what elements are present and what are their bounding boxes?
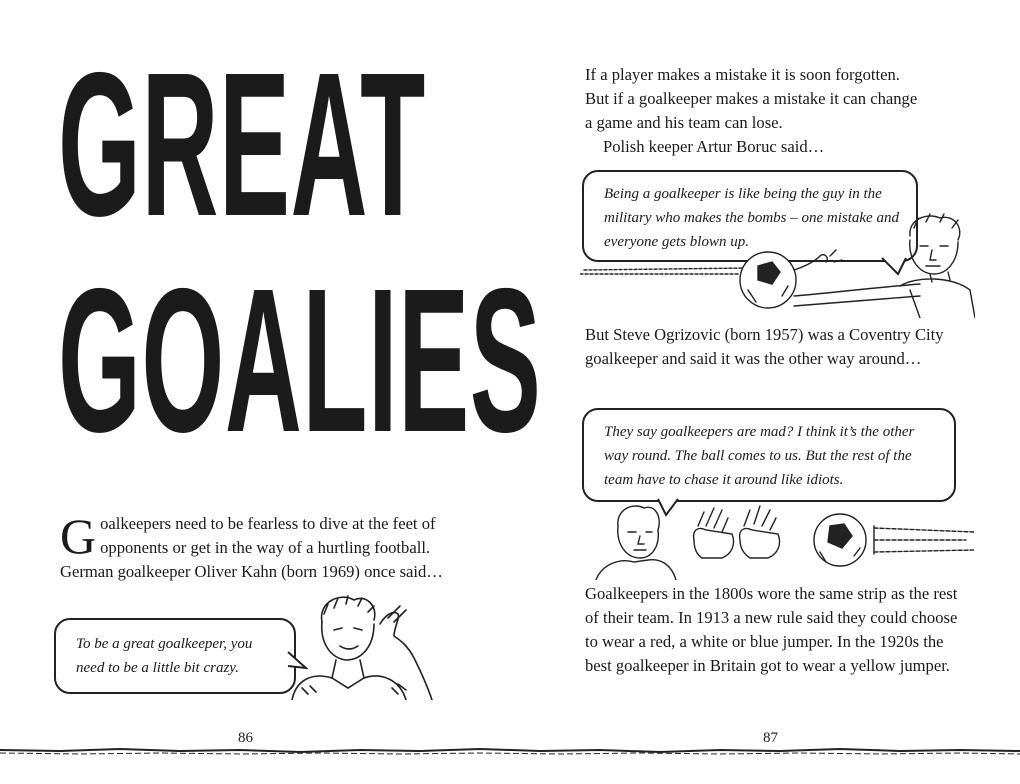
bottom-border-line [0, 744, 1020, 758]
title-line-great: GREAT [58, 30, 426, 259]
ogrizovic-quote-bubble [582, 408, 956, 502]
para1-line-3: a game and his team can lose. [585, 113, 783, 132]
kahn-quote-text: To be a great goalkeeper, you need to be a little bit crazy. [76, 636, 253, 676]
page-number-left: 86 [238, 730, 253, 746]
drop-cap: G [60, 508, 97, 564]
intro-text: oalkeepers need to be fearless to dive at the feet of opponents or get in the way of a hurtling football. German goalkeeper Oliver Kahn (born 1969) once said… [60, 514, 443, 581]
paragraph-mistakes [585, 63, 975, 159]
para1-lead: Polish keeper Artur Boruc said… [603, 137, 825, 156]
page-number-right: 87 [763, 730, 778, 746]
para1-line-2: But if a goalkeeper makes a mistake it can change [585, 89, 918, 108]
ogrizovic-gloves-ball-illustration-icon [594, 496, 974, 580]
intro-paragraph [60, 508, 455, 584]
paragraph-ogrizovic: But Steve Ogrizovic (born 1957) was a Coventry City goalkeeper and said it was the other way around… [585, 325, 944, 368]
right-page [510, 0, 1020, 784]
paragraph-jumpers: Goalkeepers in the 1800s wore the same strip as the rest of their team. In 1913 a new rule said they could choose to wear a red, a white or blue jumper. In the 1920s the best goalkeeper in Britain got to wear a yellow jumper. [585, 584, 958, 675]
boruc-quote-text: Being a goalkeeper is like being the guy in the military who makes the bombs – one mistake and everyone gets blown up. [604, 186, 899, 250]
title-line-goalies: GOALIES [58, 246, 542, 475]
oliver-kahn-illustration-icon [282, 584, 442, 700]
ogrizovic-quote-text: They say goalkeepers are mad? I think it’s the other way round. The ball comes to us. But the rest of the team have to chase it around like idiots. [604, 424, 915, 488]
boruc-bomb-ball-illustration-icon [580, 210, 975, 318]
para1-line-1: If a player makes a mistake it is soon forgotten. [585, 65, 900, 84]
kahn-quote-bubble [54, 618, 296, 694]
